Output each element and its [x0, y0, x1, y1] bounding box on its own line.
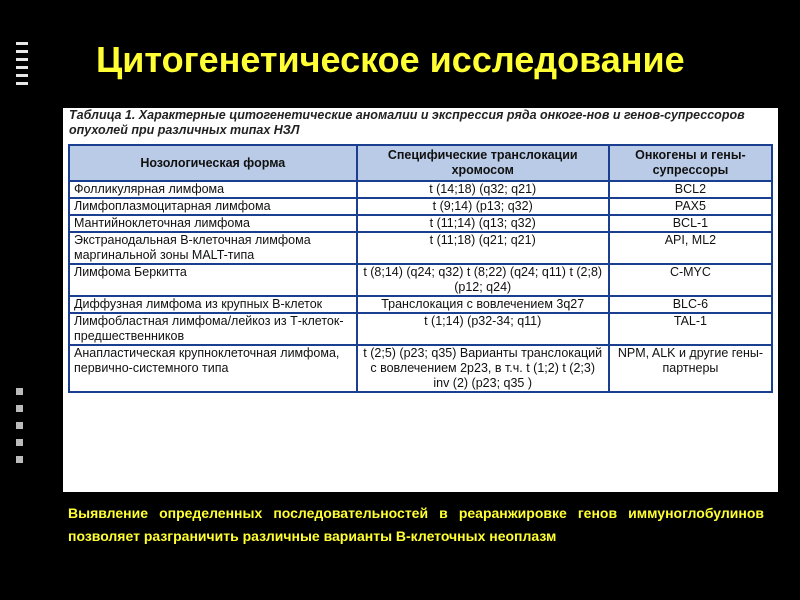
cell-translocation: t (11;18) (q21; q21)	[357, 232, 609, 264]
cell-nosology: Диффузная лимфома из крупных В-клеток	[69, 296, 357, 313]
header-translocations: Специфические транслокации хромосом	[357, 145, 609, 181]
table-row	[69, 232, 772, 264]
cell-translocation: t (9;14) (p13; q32)	[357, 198, 609, 215]
slide-title: Цитогенетическое исследование	[96, 39, 685, 80]
cell-nosology: Мантийноклеточная лимфома	[69, 215, 357, 232]
header-nosology: Нозологическая форма	[69, 145, 357, 181]
table-row	[69, 215, 772, 232]
table-row	[69, 264, 772, 296]
cell-nosology: Лимфоплазмоцитарная лимфома	[69, 198, 357, 215]
cell-nosology: Лимфобластная лимфома/лейкоз из Т-клеток-предшественников	[69, 313, 357, 345]
decorative-lines	[16, 42, 28, 102]
table-row	[69, 181, 772, 198]
header-oncogenes: Онкогены и гены-супрессоры	[609, 145, 772, 181]
table-row	[69, 296, 772, 313]
cell-oncogene: PAX5	[609, 198, 772, 215]
cell-translocation: t (14;18) (q32; q21)	[357, 181, 609, 198]
table-row	[69, 345, 772, 392]
cell-nosology: Анапластическая крупноклеточная лимфома, первично-системного типа	[69, 345, 357, 392]
cell-translocation: t (8;14) (q24; q32) t (8;22) (q24; q11) t (2;8) (p12; q24)	[357, 264, 609, 296]
slide-note: Выявление определенных последовательностей в реаранжировке генов иммуноглобулинов позволяет разграничить различные варианты В-клеточных неоплазм	[68, 505, 764, 544]
cell-oncogene: NPM, ALK и другие гены-партнеры	[609, 345, 772, 392]
decorative-squares	[16, 388, 28, 473]
cell-oncogene: BCL-1	[609, 215, 772, 232]
cell-oncogene: BLC-6	[609, 296, 772, 313]
cell-translocation: t (11;14) (q13; q32)	[357, 215, 609, 232]
left-decoration-bar	[0, 0, 30, 600]
cell-translocation: Транслокация с вовлечением 3q27	[357, 296, 609, 313]
table-image	[63, 108, 778, 492]
table-row	[69, 313, 772, 345]
cell-nosology: Экстранодальная В-клеточная лимфома маргинальной зоны MALT-типа	[69, 232, 357, 264]
cell-nosology: Лимфома Беркитта	[69, 264, 357, 296]
lymphoma-table	[68, 144, 773, 393]
cell-translocation: t (2;5) (p23; q35) Варианты транслокаций с вовлечением 2p23, в т.ч. t (1;2) t (2;3) inv (2) (p23; q35 )	[357, 345, 609, 392]
cell-oncogene: TAL-1	[609, 313, 772, 345]
table-caption: Таблица 1. Характерные цитогенетические аномалии и экспрессия ряда онкоге-нов и генов-супрессоров опухолей при различных типах НЗЛ	[69, 108, 745, 137]
cell-nosology: Фолликулярная лимфома	[69, 181, 357, 198]
table-header-row	[69, 145, 772, 181]
cell-oncogene: API, ML2	[609, 232, 772, 264]
cell-oncogene: BCL2	[609, 181, 772, 198]
table-row	[69, 198, 772, 215]
cell-oncogene: C-MYC	[609, 264, 772, 296]
cell-translocation: t (1;14) (p32-34; q11)	[357, 313, 609, 345]
